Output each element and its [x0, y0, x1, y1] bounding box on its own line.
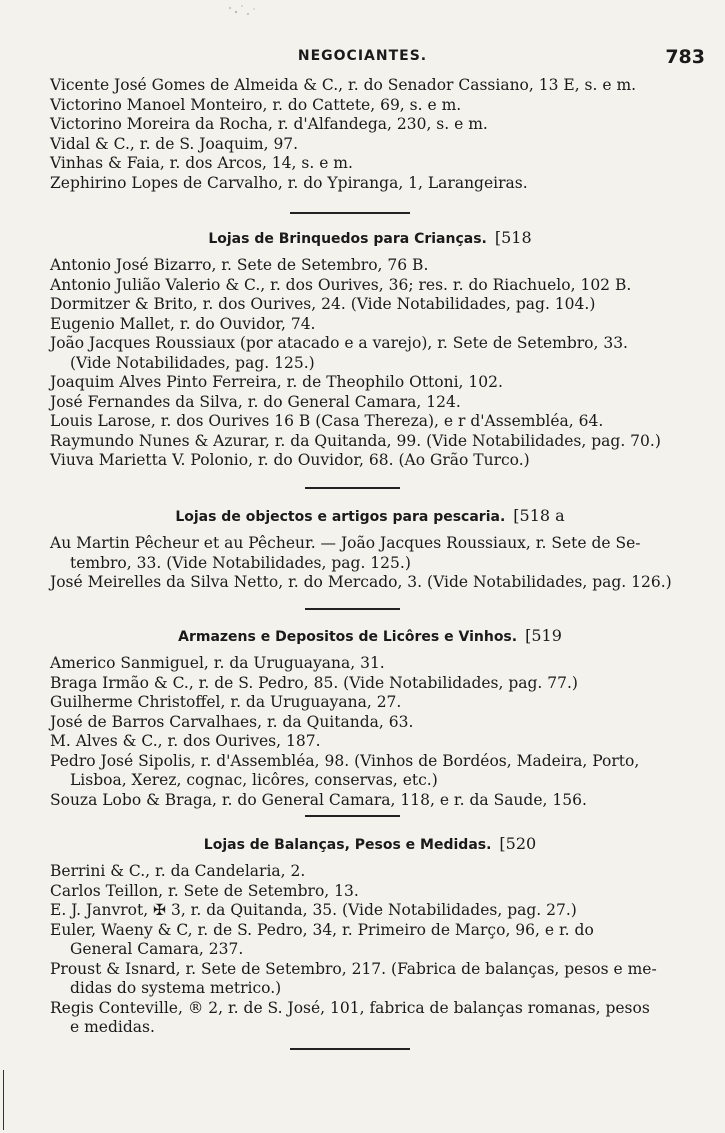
- list-item: Vidal & C., r. de S. Joaquim, 97.: [50, 134, 299, 153]
- list-item: Viuva Marietta V. Polonio, r. do Ouvidor, 68. (Ao Grão Turco.): [50, 451, 530, 469]
- list-item: José Fernandes da Silva, r. do General Camara, 124.: [50, 392, 461, 411]
- section-title: [50, 504, 690, 528]
- page-number: 783: [665, 46, 705, 68]
- section-title: [50, 832, 690, 856]
- list-item: M. Alves & C., r. dos Ourives, 187.: [50, 732, 321, 750]
- section-toy-shops: [50, 226, 690, 471]
- page-header: [0, 46, 725, 72]
- list-item: Dormitzer & Brito, r. dos Ourives, 24. (Vide Notabilidades, pag. 104.): [50, 295, 596, 313]
- list-item: Lisboa, Xerez, cognac, licôres, conservas, etc.): [70, 771, 438, 789]
- list-item: Souza Lobo & Braga, r. do General Camara, 118, e r. da Saude, 156.: [50, 790, 587, 809]
- list-item: Carlos Teillon, r. Sete de Setembro, 13.: [50, 881, 359, 900]
- list-item: Victorino Moreira da Rocha, r. d'Alfandega, 230, s. e m.: [50, 115, 488, 133]
- list-item: Vinhas & Faia, r. dos Arcos, 14, s. e m.: [50, 154, 353, 172]
- section-number: [520: [499, 834, 537, 853]
- list-item: (Vide Notabilidades, pag. 125.): [70, 353, 315, 372]
- continued-entries: [50, 76, 690, 193]
- list-item: Regis Conteville, ® 2, r. de S. José, 101, fabrica de balanças romanas, pesos: [50, 998, 650, 1017]
- list-item: Euler, Waeny & C, r. de S. Pedro, 34, r. Primeiro de Março, 96, e r. do: [50, 920, 594, 939]
- list-item: Au Martin Pêcheur et au Pêcheur. — João Jacques Roussiaux, r. Sete de Se-: [50, 534, 641, 552]
- section-divider: [290, 212, 410, 214]
- scan-edge-line: [3, 1070, 4, 1130]
- section-scales-shops: [50, 832, 690, 1038]
- section-wine-stores: [50, 624, 690, 810]
- list-item: General Camara, 237.: [70, 940, 244, 958]
- section-title-text: Lojas de Brinquedos para Crianças.: [208, 231, 487, 247]
- section-title: [50, 226, 690, 250]
- list-item: Americo Sanmiguel, r. da Uruguayana, 31.: [50, 654, 385, 672]
- section-number: [518: [494, 228, 532, 247]
- list-item: Pedro José Sipolis, r. d'Assembléa, 98. (Vinhos de Bordéos, Madeira, Porto,: [50, 751, 640, 770]
- list-item: didas do systema metrico.): [70, 979, 282, 997]
- list-item: Eugenio Mallet, r. do Ouvidor, 74.: [50, 314, 316, 333]
- list-item: E. J. Janvrot, ✠ 3, r. da Quitanda, 35. (Vide Notabilidades, pag. 27.): [50, 901, 577, 919]
- list-item: Victorino Manoel Monteiro, r. do Cattete, 69, s. e m.: [50, 95, 462, 114]
- list-item: João Jacques Roussiaux (por atacado e a varejo), r. Sete de Setembro, 33.: [50, 334, 628, 352]
- section-fishing-shops: [50, 504, 690, 593]
- list-item: José Meirelles da Silva Netto, r. do Mercado, 3. (Vide Notabilidades, pag. 126.): [50, 573, 672, 591]
- list-item: José de Barros Carvalhaes, r. da Quitanda, 63.: [50, 712, 414, 731]
- list-item: Proust & Isnard, r. Sete de Setembro, 217. (Fabrica de balanças, pesos e me-: [50, 959, 657, 978]
- list-item: e medidas.: [70, 1018, 155, 1036]
- section-title-text: Lojas de objectos e artigos para pescaria.: [175, 509, 506, 525]
- section-title: [50, 624, 690, 648]
- list-item: Joaquim Alves Pinto Ferreira, r. de Theophilo Ottoni, 102.: [50, 373, 503, 391]
- list-item: Raymundo Nunes & Azurar, r. da Quitanda, 99. (Vide Notabilidades, pag. 70.): [50, 431, 661, 450]
- list-item: Vicente José Gomes de Almeida & C., r. do Senador Cassiano, 13 E, s. e m.: [50, 76, 637, 94]
- list-item: Zephirino Lopes de Carvalho, r. do Ypiranga, 1, Larangeiras.: [50, 173, 528, 192]
- list-item: Louis Larose, r. dos Ourives 16 B (Casa Thereza), e r d'Assembléa, 64.: [50, 412, 604, 430]
- section-divider: [305, 487, 400, 489]
- section-number: [518 a: [513, 506, 565, 525]
- section-divider: [305, 815, 400, 817]
- list-item: Berrini & C., r. da Candelaria, 2.: [50, 862, 306, 880]
- list-item: Antonio Julião Valerio & C., r. dos Ourives, 36; res. r. do Riachuelo, 102 B.: [50, 275, 632, 294]
- section-title-text: Armazens e Depositos de Licôres e Vinhos.: [178, 629, 518, 645]
- page-stain: [210, 0, 270, 28]
- list-item: Braga Irmão & C., r. de S. Pedro, 85. (Vide Notabilidades, pag. 77.): [50, 673, 578, 692]
- section-number: [519: [525, 626, 562, 645]
- section-divider: [305, 608, 400, 610]
- running-head: NEGOCIANTES.: [297, 48, 428, 64]
- list-item: Antonio José Bizarro, r. Sete de Setembro, 76 B.: [50, 256, 429, 274]
- section-title-text: Lojas de Balanças, Pesos e Medidas.: [203, 837, 492, 853]
- list-item: tembro, 33. (Vide Notabilidades, pag. 125.): [70, 553, 411, 572]
- section-divider: [290, 1048, 410, 1050]
- list-item: Guilherme Christoffel, r. da Uruguayana, 27.: [50, 693, 402, 711]
